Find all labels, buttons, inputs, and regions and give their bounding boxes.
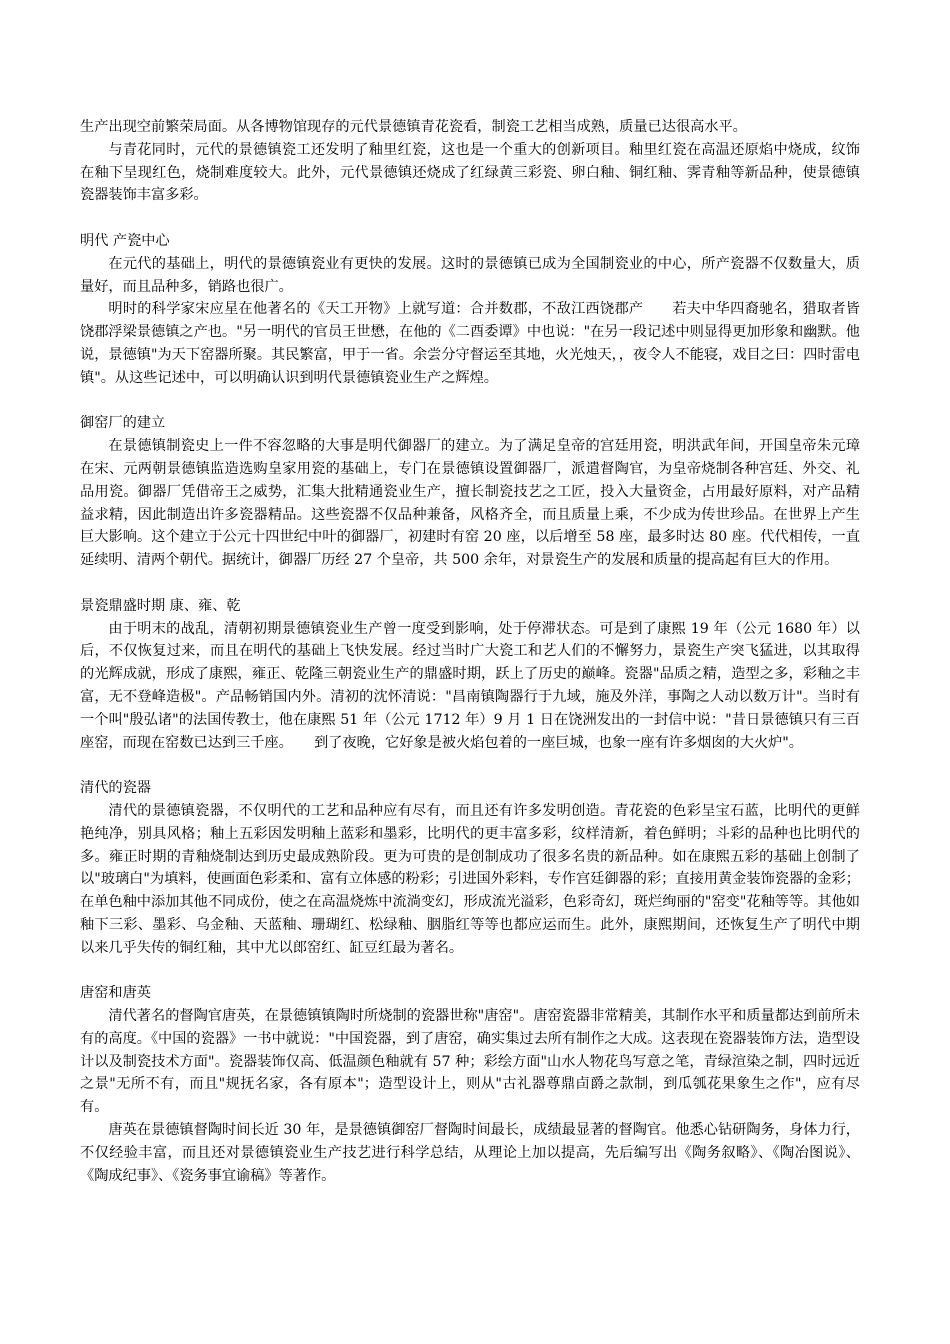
paragraph: 与青花同时，元代的景德镇瓷工还发明了釉里红瓷，这也是一个重大的创新项目。釉里红瓷在高温还原焰中烧成，纹饰在釉下呈现红色，烧制难度较大。此外，元代景德镇还烧成了红绿黄三彩瓷、卵白釉、铜红釉、霁青釉等新品种，使景德镇瓷器装饰丰富多彩。 [80, 141, 860, 204]
paragraph: 清代著名的督陶官唐英，在景德镇镇陶时所烧制的瓷器世称"唐窑"。唐窑瓷器非常精美，其制作水平和质量都达到前所未有的高度。《中国的瓷器》一书中就说："中国瓷器，到了唐窑，确实集过去所有制作之大成。这表现在瓷器装饰方法，造型设计以及制瓷技术方面"。瓷器装饰仅高、低温颜色釉就有 57 种；彩绘方面"山水人物花鸟写意之笔，青绿渲染之制，四时远近之景"无所不有，而且"规抚名家，各有原本"；造型设计上，则从"古礼器尊鼎卣爵之款制，到瓜瓠花果象生之作"，应有尽有。 [80, 1008, 860, 1116]
section-ming [80, 230, 860, 390]
paragraph: 生产出现空前繁荣局面。从各博物馆现存的元代景德镇青花瓷看，制瓷工艺相当成熟，质量已达很高水平。 [80, 119, 747, 135]
section-heading: 景瓷鼎盛时期 康、雍、乾 [80, 597, 241, 614]
section-heading: 御窑厂的建立 [80, 415, 166, 432]
section-imperial-kiln [80, 412, 860, 572]
section-heading: 清代的瓷器 [80, 780, 151, 797]
section-yuan-continued [80, 116, 860, 207]
paragraph: 明时的科学家宋应星在他著名的《天工开物》上就写道：合并数郡，不敌江西饶郡产 若夫中华四裔驰名，猎取者皆饶郡浮梁景德镇之产也。"另一明代的官员王世懋，在他的《二酉委谭》中也说："在另一段记述中则显得更加形象和幽默。他说，景德镇"为天下窑器所聚。其民繁富，甲于一省。余尝分守督运至其地，火光烛天，，夜令人不能寝，戏目之曰：四时雷电镇"。从这些记述中，可以明确认识到明代景德镇瓷业生产之辉煌。 [80, 301, 860, 386]
section-heading: 唐窑和唐英 [80, 985, 151, 1002]
paragraph: 在景德镇制瓷史上一件不容忽略的大事是明代御器厂的建立。为了满足皇帝的宫廷用瓷，明洪武年间，开国皇帝朱元璋在宋、元两朝景德镇监造选购皇家用瓷的基础上，专门在景德镇设置御器厂，派遣督陶官，为皇帝烧制各种宫廷、外交、礼品用瓷。御器厂凭借帝王之威势，汇集大批精通瓷业生产，擅长制瓷技艺之工匠，投入大量资金，占用最好原料，对产品精益求精，因此制造出许多瓷器精品。这些瓷器不仅品种兼备，风格齐全，而且质量上乘，不少成为传世珍品。在世界上产生巨大影响。这个建立于公元十四世纪中叶的御器厂，初建时有窑 20 座，以后增至 58 座，最多时达 80 座。代代相传，一直延续明、清两个朝代。据统计，御器厂历经 27 个皇帝，共 500 余年，对景瓷生产的发展和质量的提高起有巨大的作用。 [80, 438, 860, 569]
section-heading: 明代 产瓷中心 [80, 232, 170, 249]
paragraph: 由于明末的战乱，清朝初期景德镇瓷业生产曾一度受到影响，处于停滞状态。可是到了康熙 19 年（公元 1680 年）以后，不仅恢复过来，而且在明代的基础上飞快发展。经过当时广大瓷工和艺人们的不懈努力，景瓷生产突飞猛进，以其取得的光辉成就，形成了康熙，雍正、乾隆三朝瓷业生产的鼎盛时期，跃上了历史的巅峰。瓷器"品质之精，造型之多，彩釉之丰富，无不登峰造极"。产品畅销国内外。清初的沈怀清说："昌南镇陶器行于九域，施及外洋，事陶之人动以数万计"。当时有一个叫"殷弘诸"的法国传教士，他在康熙 51 年（公元 1712 年）9 月 1 日在饶洲发出的一封信中说："昔日景德镇只有三百座窑，而现在窑数已达到三千座。 到了夜晚，它好象是被火焰包着的一座巨城，也象一座有许多烟囱的大火炉"。 [80, 620, 860, 751]
paragraph: 在元代的基础上，明代的景德镇瓷业有更快的发展。这时的景德镇已成为全国制瓷业的中心，所产瓷器不仅数量大，质量好，而且品种多，销路也很广。 [80, 255, 860, 295]
section-golden-age [80, 595, 860, 755]
section-tang-ying [80, 982, 860, 1187]
section-qing [80, 777, 860, 959]
paragraph: 唐英在景德镇督陶时间长近 30 年，是景德镇御窑厂督陶时间最长，成绩最显著的督陶官。他悉心钻研陶务，身体力行，不仅经验丰富，而且还对景德镇瓷业生产技艺进行科学总结，从理论上加以提高，先后编写出《陶务叙略》、《陶冶图说》、《陶成纪事》、《瓷务事宜谕稿》等著作。 [80, 1122, 860, 1184]
paragraph: 清代的景德镇瓷器，不仅明代的工艺和品种应有尽有，而且还有许多发明创造。青花瓷的色彩呈宝石蓝，比明代的更鲜艳纯净，别具风格；釉上五彩因发明釉上蓝彩和墨彩，比明代的更丰富多彩，纹样清新，着色鲜明；斗彩的品种也比明代的多。雍正时期的青釉烧制达到历史最成熟阶段。更为可贵的是创制成功了很多名贵的新品种。如在康熙五彩的基础上创制了以"玻璃白"为填料，使画面色彩柔和、富有立体感的粉彩；引进国外彩料，专作宫廷御器的彩；直接用黄金装饰瓷器的金彩；在单色釉中添加其他不同成份，使之在高温烧炼中流淌变幻，形成流光溢彩，色彩奇幻，斑烂绚丽的"窑变"花釉等等。其他如釉下三彩、墨彩、乌金釉、天蓝釉、珊瑚红、松绿釉、胭脂红等等也都应运而生。此外，康熙期间，还恢复生产了明代中期以来几乎失传的铜红釉，其中尤以郎窑红、缸豆红最为著名。 [80, 802, 860, 956]
document-page [80, 116, 860, 1187]
